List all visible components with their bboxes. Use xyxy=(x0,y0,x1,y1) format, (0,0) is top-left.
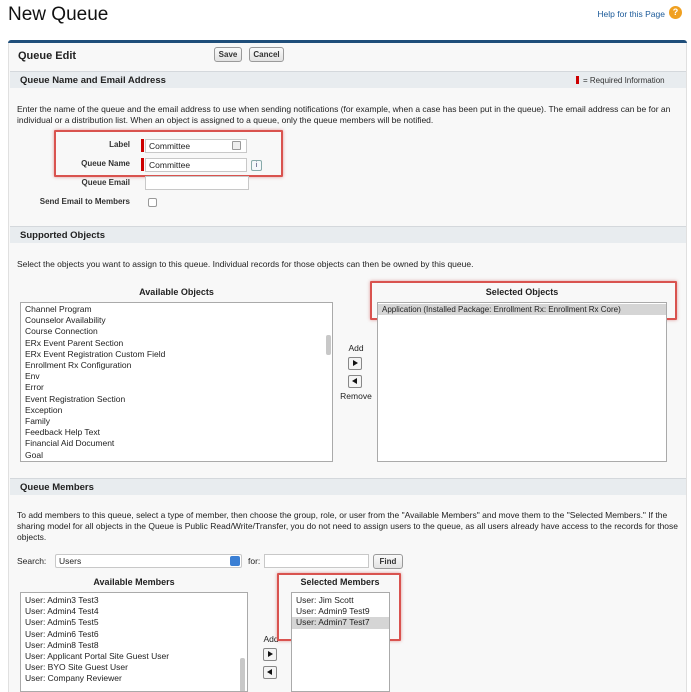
list-item[interactable]: User: BYO Site Guest User xyxy=(25,662,128,673)
queue-email-input[interactable] xyxy=(145,176,249,190)
send-email-checkbox[interactable] xyxy=(148,198,157,207)
list-item[interactable]: Exception xyxy=(25,404,63,415)
list-item[interactable]: User: Admin6 Test6 xyxy=(25,628,99,639)
arrow-left-icon xyxy=(352,378,357,384)
list-item[interactable]: Financial Aid Document xyxy=(25,438,115,449)
list-item[interactable]: User: Admin8 Test8 xyxy=(25,639,99,650)
member-search-input[interactable] xyxy=(264,554,369,568)
add-label: Add xyxy=(348,343,364,353)
list-item[interactable]: Family xyxy=(25,416,51,427)
list-item[interactable]: User: Applicant Portal Site Guest User xyxy=(25,651,170,662)
available-objects-list[interactable] xyxy=(20,302,333,462)
help-icon[interactable]: ? xyxy=(669,6,682,19)
section-header-supported-objects xyxy=(10,226,686,243)
arrow-right-icon xyxy=(353,360,358,366)
add-member-button[interactable] xyxy=(263,648,277,661)
chevron-down-icon xyxy=(230,556,240,566)
remove-object-button[interactable] xyxy=(348,375,362,388)
queue-name-input[interactable] xyxy=(145,158,247,172)
members-section-description: To add members to this queue, select a type of member, then choose the group, role, or user from the "Available Members" and move them to the "Selected Members." If the sharing model for all objects in the Queue is Public Read/Write/Transfer, you do not need to assign users to the queue, as all users already have access to the records for those objects. xyxy=(17,510,679,542)
help-link[interactable]: Help for this Page xyxy=(597,9,665,19)
queue-name-label: Queue Name xyxy=(81,159,130,168)
available-members-list[interactable] xyxy=(20,592,248,692)
label-input-value: Committee xyxy=(149,141,191,151)
remove-label: Remove xyxy=(340,391,372,401)
save-button[interactable]: Save xyxy=(214,47,242,62)
objects-section-description: Select the objects you want to assign to this queue. Individual records for those objects can then be owned by this queue. xyxy=(17,259,474,269)
list-item[interactable]: Env xyxy=(25,371,40,382)
list-item[interactable]: Application (Installed Package: Enrollment Rx: Enrollment Rx Core) xyxy=(378,304,666,315)
section-header-queue-members xyxy=(10,478,686,495)
list-item[interactable]: Enrollment Rx Configuration xyxy=(25,360,132,371)
scrollbar[interactable] xyxy=(326,335,331,355)
available-objects-title: Available Objects xyxy=(139,287,214,297)
selected-members-title: Selected Members xyxy=(300,577,380,587)
arrow-right-icon xyxy=(268,651,273,657)
send-email-label: Send Email to Members xyxy=(39,197,130,206)
list-item[interactable]: User: Admin4 Test4 xyxy=(25,606,99,617)
member-type-value: Users xyxy=(59,556,82,566)
section-header-name-email xyxy=(10,71,686,88)
selected-objects-title: Selected Objects xyxy=(485,287,559,297)
list-item[interactable]: Course Connection xyxy=(25,326,98,337)
arrow-left-icon xyxy=(267,669,272,675)
section-title: Queue Name and Email Address xyxy=(20,75,166,86)
remove-member-button[interactable] xyxy=(263,666,277,679)
search-label: Search: xyxy=(17,556,47,566)
list-item[interactable]: Event Registration Section xyxy=(25,393,126,404)
name-section-description: Enter the name of the queue and the email address to use when sending notifications (for example, when a case has been put in the queue). The email address can be for an individual or a distribution list. When an object is assigned to a queue, only the queue members will be notified. xyxy=(17,104,671,125)
find-button[interactable]: Find xyxy=(373,554,403,569)
scrollbar[interactable] xyxy=(240,658,245,692)
label-field-label: Label xyxy=(109,140,130,149)
required-info-text: = Required Information xyxy=(583,76,665,85)
list-item[interactable]: User: Admin5 Test5 xyxy=(25,617,99,628)
list-item[interactable]: Channel Program xyxy=(25,304,92,314)
member-type-select[interactable] xyxy=(55,554,242,568)
translation-icon[interactable] xyxy=(232,141,241,150)
for-label: for: xyxy=(248,556,261,566)
list-item[interactable]: ERx Event Parent Section xyxy=(25,337,124,348)
list-item[interactable]: Feedback Help Text xyxy=(25,427,100,438)
queue-email-label: Queue Email xyxy=(81,178,130,187)
cancel-button[interactable]: Cancel xyxy=(249,47,284,62)
queue-edit-title: Queue Edit xyxy=(18,50,77,62)
info-icon[interactable]: i xyxy=(251,160,262,171)
list-item[interactable]: Error xyxy=(25,382,44,393)
required-marker xyxy=(576,76,579,84)
section-title: Supported Objects xyxy=(20,230,105,241)
available-members-title: Available Members xyxy=(93,577,175,587)
page-title: New Queue xyxy=(8,4,109,25)
list-item[interactable]: User: Admin9 Test9 xyxy=(296,606,370,617)
list-item[interactable]: Counselor Availability xyxy=(25,315,106,326)
selected-objects-list[interactable] xyxy=(377,302,667,462)
list-item[interactable]: User: Jim Scott xyxy=(296,595,354,605)
add-member-label: Add xyxy=(263,634,279,644)
list-item[interactable]: ERx Event Registration Custom Field xyxy=(25,348,166,359)
list-item[interactable]: Goal xyxy=(25,449,43,460)
selected-members-list[interactable] xyxy=(291,592,390,692)
list-item[interactable]: User: Admin7 Test7 xyxy=(292,617,389,628)
list-item[interactable]: User: Company Reviewer xyxy=(25,673,122,684)
queue-name-input-value: Committee xyxy=(149,160,191,170)
section-title: Queue Members xyxy=(20,482,94,493)
add-object-button[interactable] xyxy=(348,357,362,370)
list-item[interactable]: User: Admin3 Test3 xyxy=(25,595,99,605)
required-marker xyxy=(141,139,144,152)
required-marker xyxy=(141,158,144,171)
